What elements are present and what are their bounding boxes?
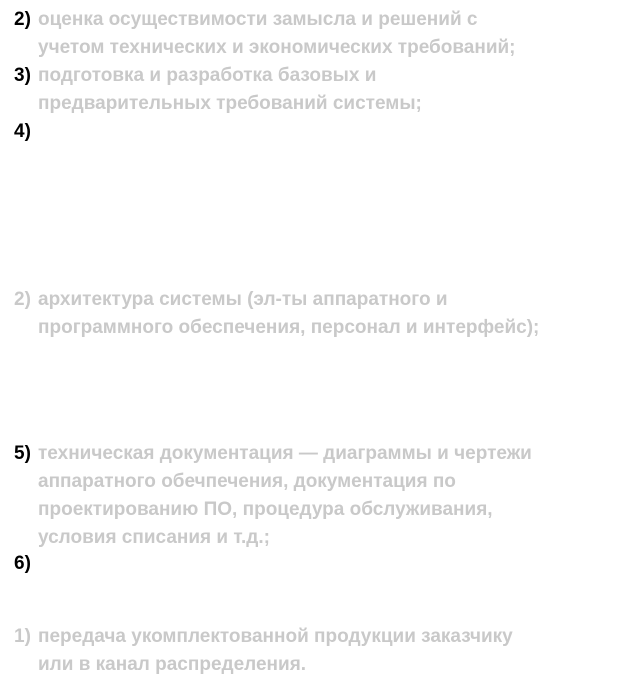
- list-text: программного обеспечения, персонал и интерфейс);: [38, 317, 540, 338]
- list-number: 4): [14, 121, 31, 142]
- list-text: проектированию ПО, процедура обслуживания,: [38, 499, 493, 520]
- list-item-6-empty: [14, 550, 614, 578]
- list-item-line: [14, 118, 614, 146]
- list-number: 2): [14, 9, 31, 30]
- list-item-5-documentation: [14, 440, 614, 552]
- list-item-line: [14, 286, 614, 314]
- list-text: подготовка и разработка базовых и: [38, 65, 377, 86]
- list-text: техническая документация — диаграммы и чертежи: [38, 443, 532, 464]
- list-number: 5): [14, 443, 31, 464]
- list-item-3-requirements: [14, 62, 614, 118]
- list-text: передача укомплектованной продукции заказчику: [38, 626, 513, 647]
- list-number: 3): [14, 65, 31, 86]
- list-number: 2): [14, 289, 31, 310]
- list-item-line: [14, 62, 614, 90]
- list-text: или в канал распределения.: [38, 654, 307, 675]
- list-text: архитектура системы (эл-ты аппаратного и: [38, 289, 448, 310]
- list-number: 1): [14, 626, 31, 647]
- list-item-1-delivery: [14, 623, 614, 679]
- list-item-line: [14, 550, 614, 578]
- list-item-line: [14, 623, 614, 651]
- list-item-2-architecture: [14, 286, 614, 342]
- list-item-line: [14, 440, 614, 468]
- list-text: предварительных требований системы;: [38, 93, 422, 114]
- list-item-line: [14, 6, 614, 34]
- list-text: учетом технических и экономических требований;: [38, 37, 516, 58]
- list-item-4-empty: [14, 118, 614, 146]
- list-text: оценка осуществимости замысла и решений с: [38, 9, 478, 30]
- list-text: аппаратного обечпечения, документация по: [38, 471, 456, 492]
- list-text: условия списания и т.д.;: [38, 527, 270, 548]
- list-number: 6): [14, 553, 31, 574]
- list-item-2-feasibility: [14, 6, 614, 62]
